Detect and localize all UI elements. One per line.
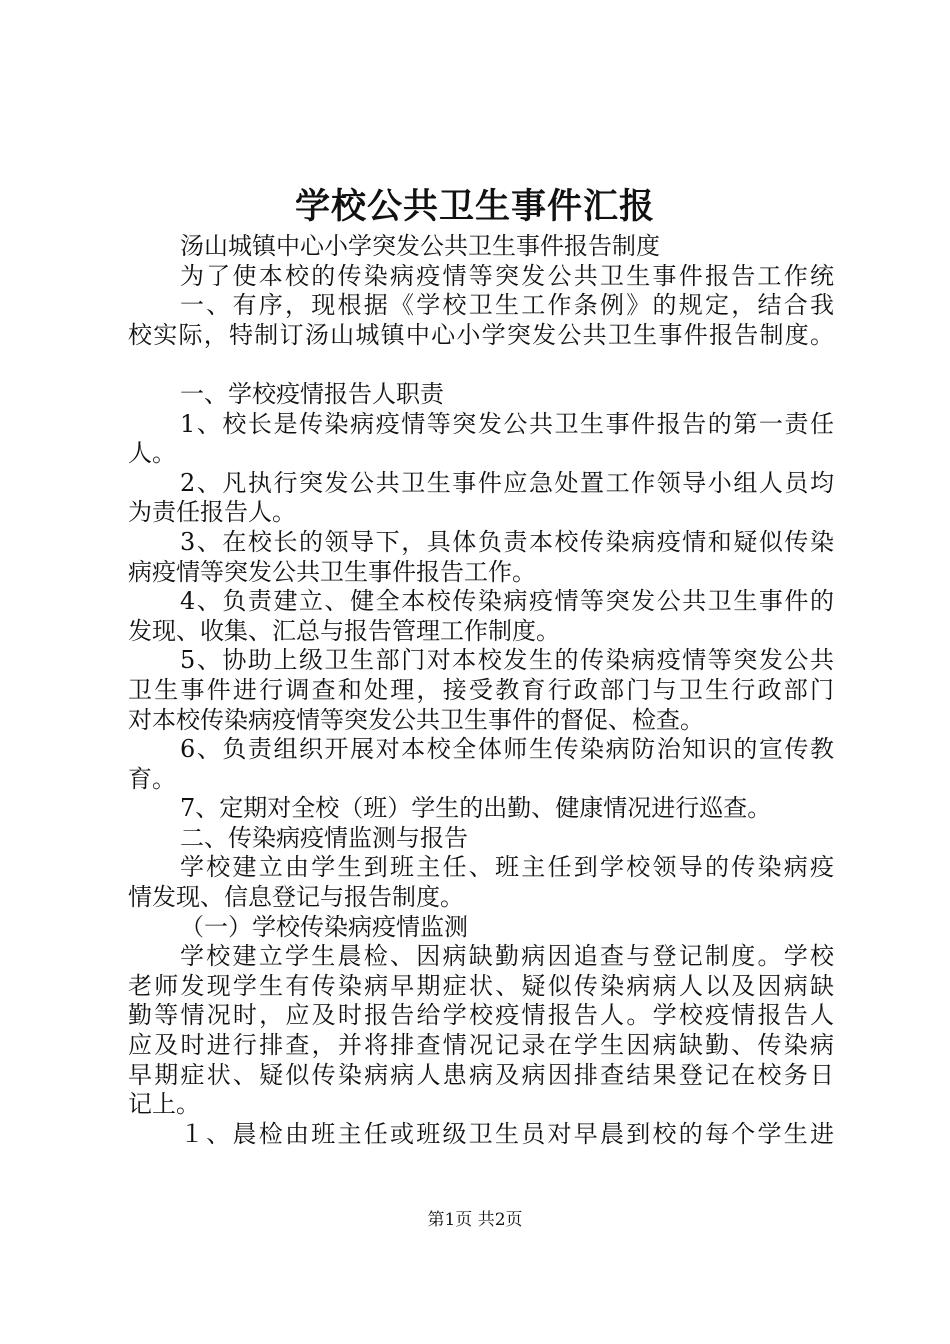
text-line: 学校建立学生晨检、因病缺勤病因追查与登记制度。学校 — [180, 942, 834, 971]
text-line: 老师发现学生有传染病早期症状、疑似传染病病人以及因病缺 — [128, 971, 834, 1000]
text-line: 为了使本校的传染病疫情等突发公共卫生事件报告工作统 — [180, 261, 834, 290]
document-title: 学校公共卫生事件汇报 — [294, 186, 655, 227]
text-line: 为责任报告人。 — [128, 498, 296, 527]
text-line: 勤等情况时，应及时报告给学校疫情报告人。学校疫情报告人 — [128, 1001, 834, 1030]
text-line: 对本校传染病疫情等突发公共卫生事件的督促、检查。 — [128, 705, 704, 734]
text-line: 3、在校长的领导下，具体负责本校传染病疫情和疑似传染 — [180, 527, 834, 556]
text-line: 二、传染病疫情监测与报告 — [180, 823, 468, 852]
text-line: 6、负责组织开展对本校全体师生传染病防治知识的宣传教 — [180, 735, 834, 764]
text-line: 病疫情等突发公共卫生事件报告工作。 — [128, 557, 536, 586]
text-line: 一、有序，现根据《学校卫生工作条例》的规定，结合我 — [180, 291, 834, 320]
text-line: （一）学校传染病疫情监测 — [180, 912, 468, 941]
text-line: １、晨检由班主任或班级卫生员对早晨到校的每个学生进 — [180, 1119, 834, 1148]
text-line: 情发现、信息登记与报告制度。 — [128, 883, 464, 912]
text-line: 1、校长是传染病疫情等突发公共卫生事件报告的第一责任 — [180, 409, 834, 438]
document-body — [128, 232, 834, 1149]
text-line: 4、负责建立、健全本校传染病疫情等突发公共卫生事件的 — [180, 587, 834, 616]
text-line: 汤山城镇中心小学突发公共卫生事件报告制度 — [180, 232, 660, 260]
text-line: 学校建立由学生到班主任、班主任到学校领导的传染病疫 — [180, 853, 834, 882]
text-line: 应及时进行排查，并将排查情况记录在学生因病缺勤、传染病 — [128, 1031, 834, 1060]
text-line: 记上。 — [128, 1090, 200, 1119]
text-line: 发现、收集、汇总与报告管理工作制度。 — [128, 616, 560, 645]
text-line: 5、协助上级卫生部门对本校发生的传染病疫情等突发公共 — [180, 646, 834, 675]
text-line — [128, 350, 834, 380]
text-line: 人。 — [128, 439, 176, 468]
text-line: 卫生事件进行调查和处理，接受教育行政部门与卫生行政部门 — [128, 675, 834, 704]
text-line: 校实际，特制订汤山城镇中心小学突发公共卫生事件报告制度。 — [128, 320, 834, 349]
text-line: 一、学校疫情报告人职责 — [180, 379, 444, 408]
text-line: 2、凡执行突发公共卫生事件应急处置工作领导小组人员均 — [180, 468, 834, 497]
text-line: 育。 — [128, 764, 176, 793]
text-line: 早期症状、疑似传染病病人患病及病因排查结果登记在校务日 — [128, 1060, 834, 1089]
page-footer: 第1页 共2页 — [427, 1210, 523, 1230]
text-line: 7、定期对全校（班）学生的出勤、健康情况进行巡查。 — [180, 794, 772, 823]
